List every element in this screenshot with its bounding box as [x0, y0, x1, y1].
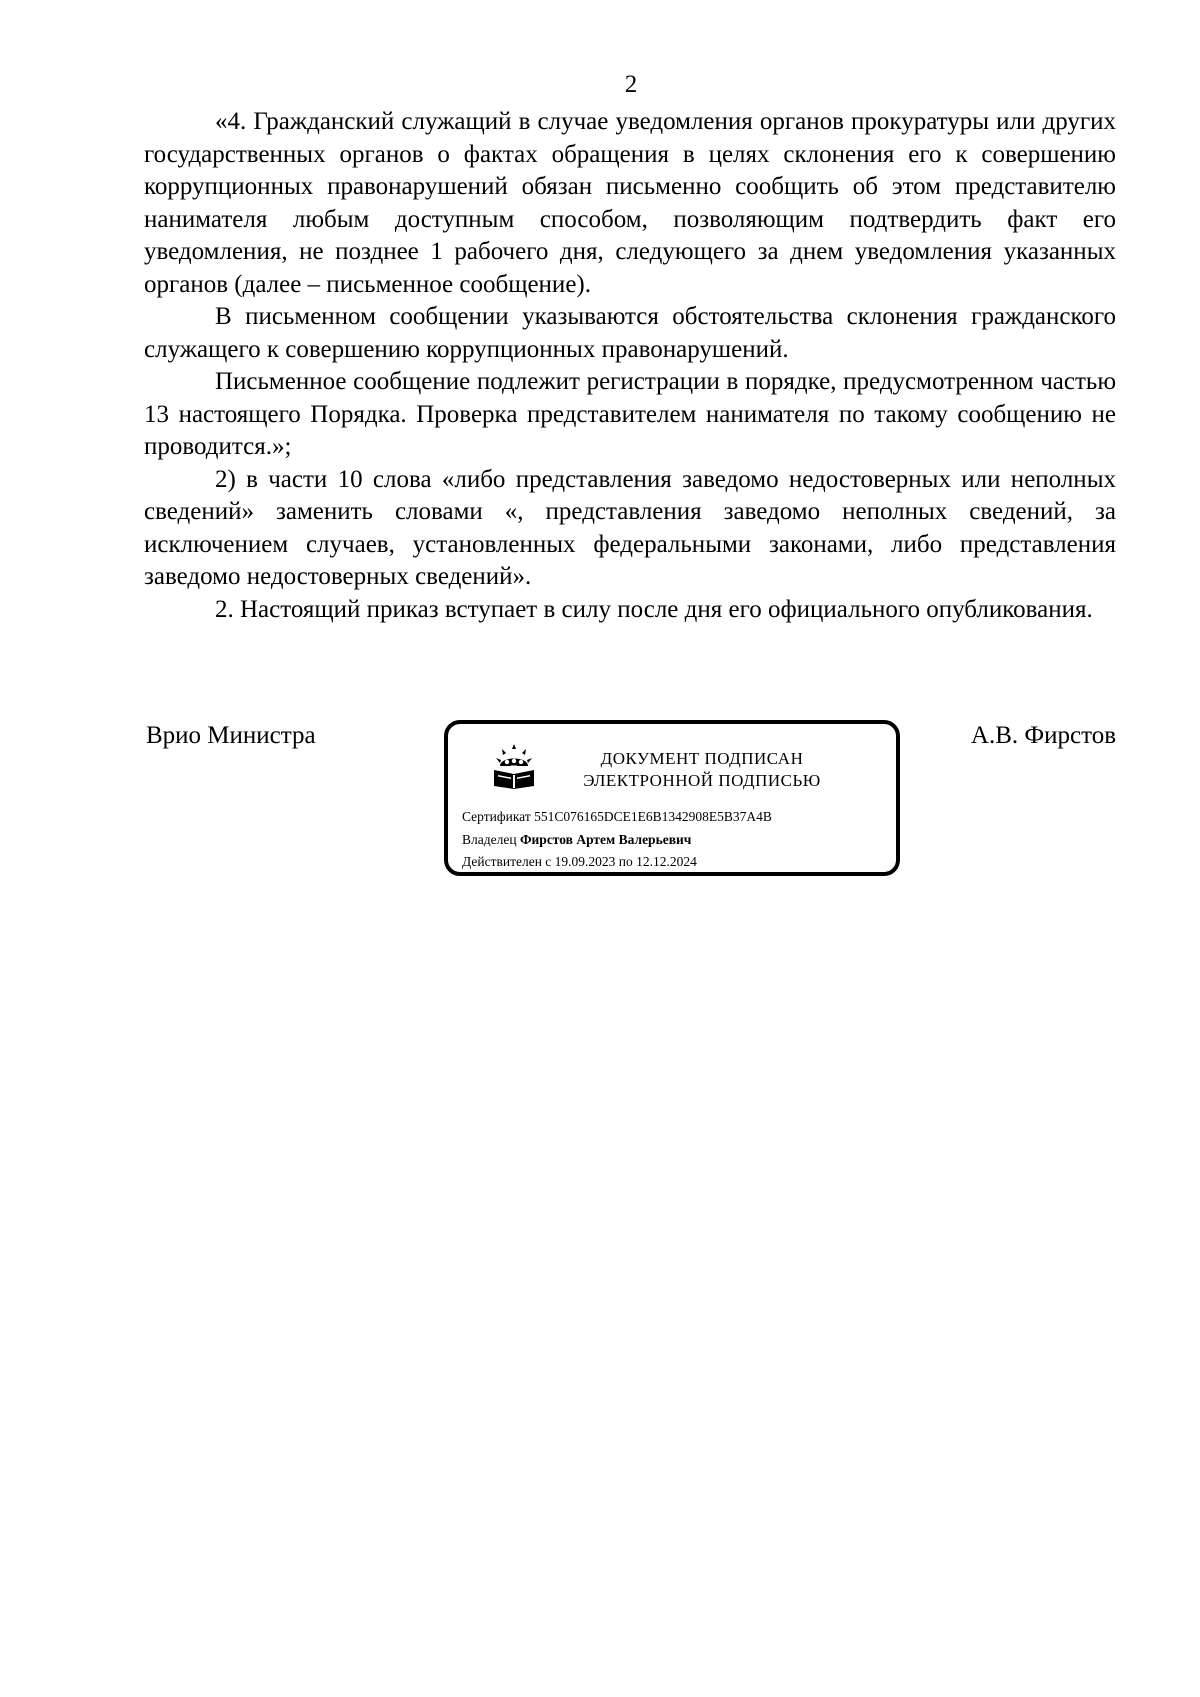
paragraph-entry-into-force: 2. Настоящий приказ вступает в силу после дня его официального опубликования.	[215, 595, 1093, 623]
valid-to-date: 12.12.2024	[636, 854, 697, 869]
stamp-owner-row	[462, 831, 691, 849]
signature-block	[0, 720, 1200, 890]
paragraph-part-10-amendment: 2) в части 10 слова «либо представления заведомо недостоверных или неполных сведений» заменить словами «, представления заведомо неполных сведений, за исключением случаев, установленных федеральными законами, либо представления заведомо недостоверных сведений».	[144, 465, 1116, 590]
valid-to-label: по	[618, 854, 633, 869]
stamp-heading-line-1: ДОКУМЕНТ ПОДПИСАН	[600, 749, 804, 768]
owner-label: Владелец	[462, 832, 517, 847]
valid-from-label: Действителен с	[462, 854, 552, 869]
regional-emblem-icon	[488, 742, 540, 790]
certificate-label: Сертификат	[462, 809, 531, 824]
paragraph-message-content: В письменном сообщении указываются обстоятельства склонения гражданского служащего к совершению коррупционных правонарушений.	[144, 303, 1116, 363]
stamp-heading	[552, 748, 852, 792]
stamp-certificate-row	[462, 808, 772, 826]
stamp-heading-line-2: ЭЛЕКТРОННОЙ ПОДПИСЬЮ	[583, 771, 821, 790]
signer-position: Врио Министра	[146, 722, 316, 749]
electronic-signature-stamp	[444, 720, 900, 876]
document-body	[144, 106, 1116, 626]
owner-name: Фирстов Артем Валерьевич	[519, 832, 692, 847]
paragraph-clause-4: «4. Гражданский служащий в случае уведомления органов прокуратуры или других государственных органов о фактах обращения в целях склонения его к совершению коррупционных правонарушений обязан письменно сообщить об этом представителю нанимателя любым доступным способом, позволяющим подтвердить факт его уведомления, не позднее 1 рабочего дня, следующего за днем уведомления указанных органов (далее – письменное сообщение).	[144, 108, 1116, 298]
page-number: 2	[624, 71, 638, 98]
stamp-validity-row	[462, 853, 697, 871]
paragraph-registration: Письменное сообщение подлежит регистрации в порядке, предусмотренном частью 13 настоящего Порядка. Проверка представителем нанимателя по такому сообщению не проводится.»;	[144, 368, 1116, 460]
valid-from-date: 19.09.2023	[554, 854, 616, 869]
signer-name: А.В. Фирстов	[970, 722, 1116, 749]
certificate-number: 551C076165DCE1E6B1342908E5B37A4B	[534, 809, 772, 824]
